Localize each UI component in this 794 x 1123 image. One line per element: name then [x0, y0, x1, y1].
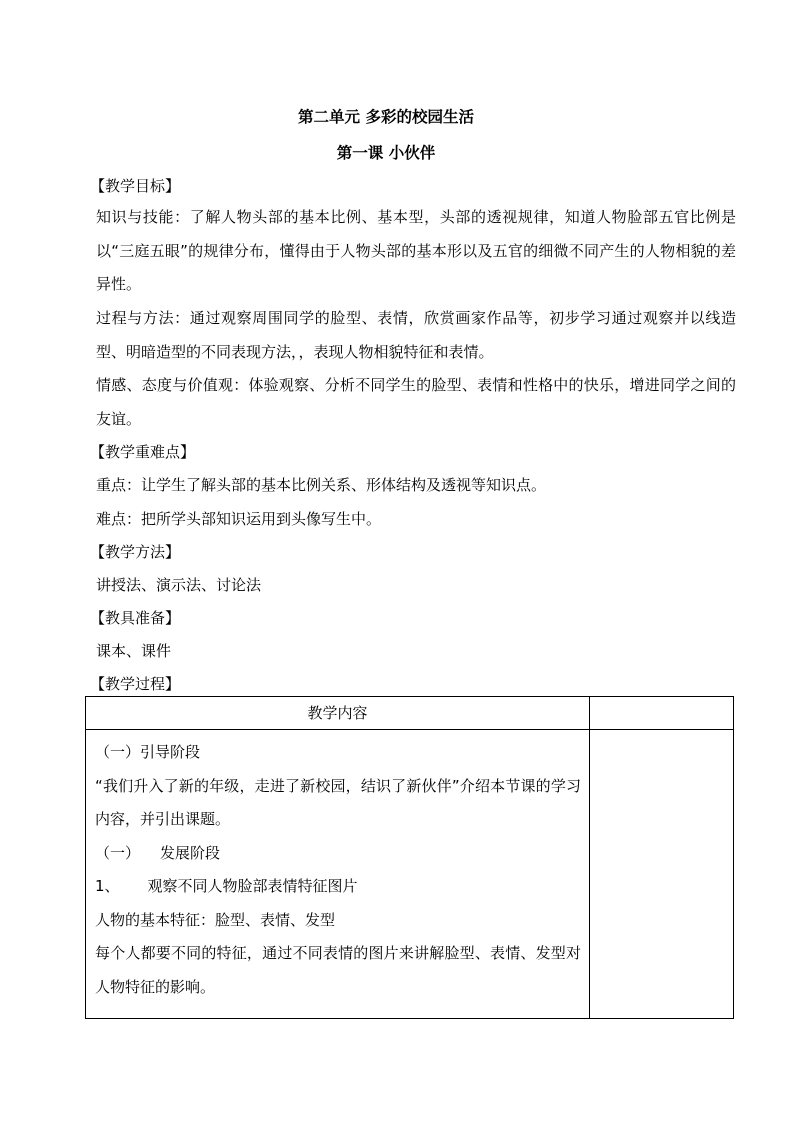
objective-process: 过程与方法：通过观察周围同学的脸型、表情，欣赏画家作品等，初步学习通过观察并以线造型、明暗造型的不同表现方法，，表现人物相貌特征和表情。 [96, 309, 736, 361]
materials-heading: 【教具准备】 [90, 609, 181, 627]
unit-title: 第二单元 多彩的校园生活 [298, 108, 474, 126]
notes-cell [590, 730, 734, 1019]
key-point-focus: 重点：让学生了解头部的基本比例关系、形体结构及透视等知识点。 [96, 476, 547, 494]
item1-features: 人物的基本特征：脸型、表情、发型 [95, 910, 336, 929]
content-cell [86, 730, 590, 1019]
key-points-heading: 【教学重难点】 [90, 443, 196, 461]
objective-knowledge: 知识与技能：了解人物头部的基本比例、基本型，头部的透视规律，知道人物脸部五官比例是以“三庭五眼”的规律分布，懂得由于人物头部的基本形以及五官的细微不同产生的人物相貌的差异性。 [96, 208, 736, 293]
stage2-label: （一） [95, 843, 141, 862]
teaching-process-table [85, 696, 734, 1019]
item1-text: 每个人都要不同的特征，通过不同表情的图片来讲解脸型、表情、发型对人物特征的影响。 [95, 944, 581, 996]
table-header-row [86, 697, 734, 730]
stage2-line [95, 837, 581, 871]
methods-heading: 【教学方法】 [90, 543, 181, 561]
process-heading: 【教学过程】 [90, 675, 181, 693]
stage1-title: （一）引导阶段 [95, 743, 201, 761]
table-header-notes [590, 697, 734, 730]
materials-text: 课本、课件 [96, 642, 172, 660]
table-header-content: 教学内容 [86, 697, 590, 730]
item1-number: 1、 [95, 877, 120, 895]
methods-text: 讲授法、演示法、讨论法 [96, 576, 262, 594]
lesson-title: 第一课 小伙伴 [336, 144, 436, 162]
objectives-heading: 【教学目标】 [90, 177, 181, 195]
table-row [86, 730, 734, 1019]
key-point-difficulty: 难点：把所学头部知识运用到头像写生中。 [96, 510, 382, 528]
stage1-text: “我们升入了新的年级，走进了新校园，结识了新伙伴”介绍本节课的学习内容，并引出课题。 [95, 776, 581, 828]
item1-title: 观察不同人物脸部表情特征图片 [147, 877, 358, 895]
stage2-title: 发展阶段 [160, 843, 221, 862]
item1-line [95, 870, 581, 904]
objective-emotion: 情感、态度与价值观：体验观察、分析不同学生的脸型、表情和性格中的快乐，增进同学之间的友谊。 [96, 376, 736, 428]
